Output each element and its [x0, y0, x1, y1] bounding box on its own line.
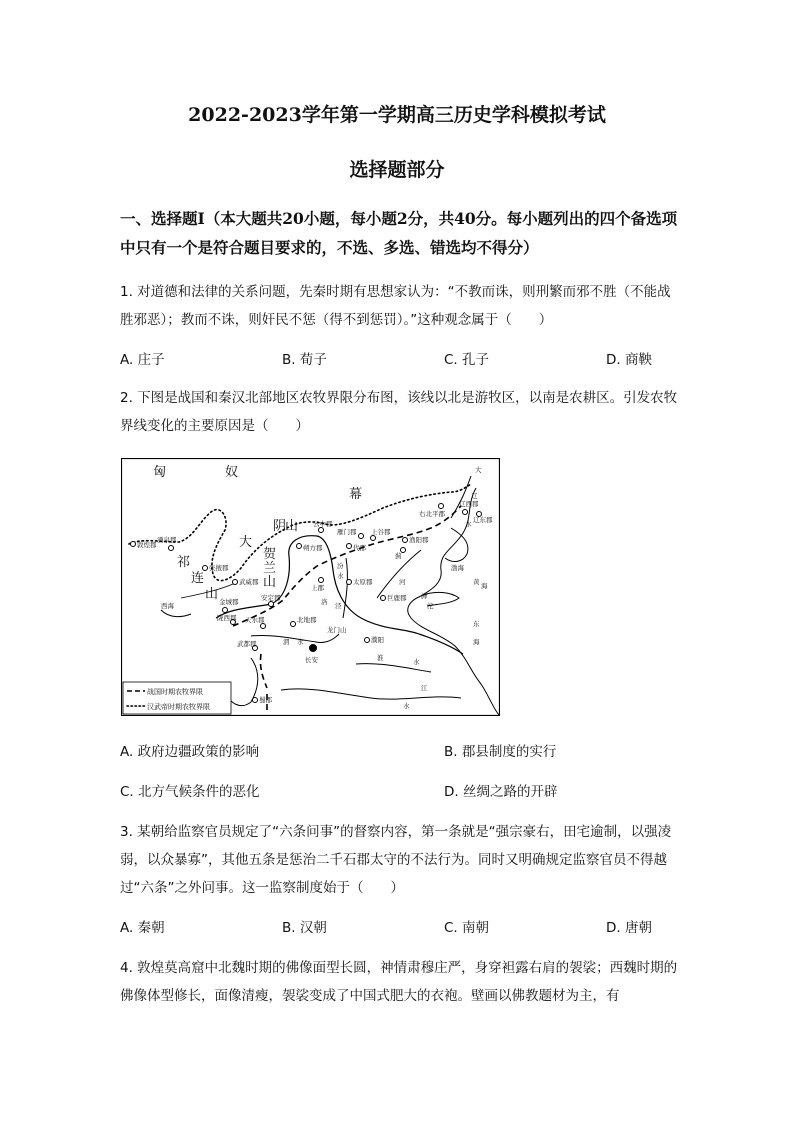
option-c[interactable]: C. 南朝 [444, 920, 490, 936]
label-daijun: 代郡 [353, 544, 366, 552]
question-1-stem: 1. 对道德和法律的关系问题，先秦时期有思想家认为：“不教而诛，则刑繁而邪不胜（不能战胜邪恶）；教而不诛，则奸民不惩（得不到惩罚）。”这种观念属于（ ） [120, 284, 671, 328]
label-youbeiping: 右北平郡 [419, 510, 445, 518]
label-tianshui: 天水郡 [245, 616, 265, 624]
label-jiang-1: 江 [421, 684, 428, 692]
city-beidi [291, 622, 296, 627]
option-d[interactable]: D. 唐朝 [606, 920, 652, 936]
label-hutuo-1: 滹 [421, 592, 428, 600]
question-2-options-row1 [120, 740, 680, 760]
label-jiang-2: 水 [403, 702, 410, 710]
city-changan [309, 644, 317, 652]
label-xiongnu-1: 匈 [153, 465, 167, 480]
label-donghai-2: 海 [473, 638, 480, 646]
label-wudu: 武都郡 [237, 640, 257, 648]
option-a[interactable]: A. 庄子 [120, 352, 165, 368]
label-puyang: 濮阳 [371, 636, 384, 644]
option-a[interactable]: A. 政府边疆政策的影响 [120, 744, 260, 760]
label-longmen: 龙门山 [327, 626, 347, 634]
label-dunhuang: 敦煌郡 [137, 541, 157, 549]
label-shu: 蜀郡 [259, 696, 272, 704]
label-huanghai-2: 海 [481, 582, 488, 590]
city-tianshui [261, 624, 266, 629]
option-c[interactable]: C. 北方气候条件的恶化 [120, 784, 260, 800]
city-liaoxi [463, 510, 468, 515]
city-youbeiping [439, 504, 444, 509]
question-2-options-row2 [120, 780, 680, 800]
label-jincheng: 金城郡 [219, 598, 239, 606]
map-figure [121, 458, 500, 716]
city-jiuquan [169, 546, 174, 551]
label-bohai: 渤海 [451, 564, 464, 572]
city-puyang [365, 638, 370, 643]
label-qilian-3: 山 [205, 587, 219, 602]
label-liaoxi: 辽西郡 [459, 500, 479, 508]
option-b[interactable]: B. 郡县制度的实行 [444, 744, 557, 760]
instructions: 一、选择题Ⅰ（本大题共20小题，每小题2分，共40分。每小题列出的四个备选项中只有一个是符合题目要求的，不选、多选、错选均不得分） [120, 209, 678, 257]
label-liao-1: 大 [475, 466, 482, 474]
label-fen-1: 汾 [337, 562, 344, 570]
city-dunhuang [131, 542, 136, 547]
label-anding: 安定郡 [261, 594, 281, 602]
label-liao-2: 辽 [471, 492, 478, 500]
label-julu: 巨鹿郡 [387, 594, 407, 602]
label-shanggu: 上谷郡 [371, 528, 391, 536]
option-d[interactable]: D. 丝绸之路的开辟 [444, 784, 558, 800]
label-shangjun: 上郡 [311, 584, 324, 592]
city-julu [381, 596, 386, 601]
label-yuyang: 渔阳郡 [409, 536, 429, 544]
legend-han-label: 汉武帝时期农牧界限 [147, 703, 210, 711]
city-shu [253, 698, 258, 703]
city-zhangye [203, 566, 208, 571]
label-xiongnu-2: 奴 [225, 465, 239, 480]
label-he: 河 [399, 578, 406, 586]
question-1-options [120, 348, 680, 368]
label-wei-shui: 水 [297, 638, 304, 646]
label-fen-2: 水 [337, 572, 344, 580]
map-legend [123, 682, 231, 714]
label-changan: 长安 [305, 656, 318, 664]
city-shuofang [297, 544, 302, 549]
city-shangjun [319, 578, 324, 583]
legend-warring-label: 战国时期农牧界限 [147, 688, 203, 696]
city-yunzhong [319, 528, 324, 533]
label-liao-3: 水 [465, 520, 472, 528]
city-yuyang [403, 538, 408, 543]
label-helan-2: 兰 [263, 561, 277, 576]
city-wuwei [233, 580, 238, 585]
label-huanghai-1: 黄 [473, 578, 480, 586]
label-beidi: 北地郡 [297, 616, 317, 624]
label-wuwei: 武威郡 [239, 578, 259, 586]
label-yinshan-2: 山 [285, 519, 299, 534]
label-yunzhong: 云中郡 [313, 520, 333, 528]
city-shanggu [371, 536, 376, 541]
option-b[interactable]: B. 荀子 [282, 352, 327, 368]
label-taiyuan: 太原郡 [353, 578, 373, 586]
city-anding [269, 602, 274, 607]
label-donghai-1: 东 [473, 620, 480, 628]
question-2-stem: 2. 下图是战国和秦汉北部地区农牧界限分布图，该线以北是游牧区，以南是农耕区。引发农牧界线变化的主要原因是（ ） [120, 390, 678, 434]
section-title: 选择题部分 [349, 159, 445, 181]
city-yanmen [359, 534, 364, 539]
label-da: 大 [239, 535, 253, 550]
label-mo: 幕 [349, 487, 363, 502]
label-yanmen: 雁门郡 [337, 528, 357, 536]
option-b[interactable]: B. 汉朝 [282, 920, 327, 936]
city-daijun [347, 544, 352, 549]
page-title: 2022-2023学年第一学期高三历史学科模拟考试 [188, 104, 606, 126]
label-jiuquan: 酒泉郡 [157, 536, 177, 544]
label-zhangye: 张掖郡 [209, 564, 229, 572]
option-d[interactable]: D. 商鞅 [606, 352, 652, 368]
label-huai-2: 水 [413, 658, 420, 666]
label-shuofang: 朔方郡 [303, 544, 323, 552]
label-luo: 洛 [321, 598, 328, 606]
label-qilian-1: 祁 [177, 555, 191, 570]
label-helan-1: 贺 [263, 547, 277, 562]
label-longxi: 陇西郡 [217, 614, 237, 622]
city-taiyuan [347, 580, 352, 585]
label-qilian-2: 连 [191, 571, 205, 586]
label-yinshan-1: 阴 [273, 519, 287, 534]
label-wei: 渭 [283, 638, 290, 646]
question-3-stem: 3. 某朝给监察官员规定了“六条问事”的督察内容，第一条就是“强宗豪右，田宅逾制，以强凌弱，以众暴寡”，其他五条是惩治二千石郡太守的不法行为。同时又明确规定监察官员不得越过“六条”之外问事。这一监察制度始于（ ） [120, 824, 672, 896]
label-liaodong: 辽东郡 [473, 516, 493, 524]
question-4-stem: 4. 敦煌莫高窟中北魏时期的佛像面型长圆，神情肃穆庄严，身穿袒露右肩的袈裟；西魏时期的佛像体型修长，面像清瘦，袈裟变成了中国式肥大的衣袍。壁画以佛教题材为主，有 [120, 960, 678, 1004]
label-helan-3: 山 [263, 575, 277, 590]
option-a[interactable]: A. 秦朝 [120, 920, 165, 936]
question-3-options [120, 916, 680, 936]
city-jincheng [223, 608, 228, 613]
label-ji: 蓟 [395, 552, 402, 560]
label-xihai: 西海 [161, 602, 174, 610]
label-jing: 泾 [335, 602, 342, 610]
label-huai-1: 淮 [377, 654, 384, 662]
label-hutuo-2: 沱 [427, 602, 434, 610]
option-c[interactable]: C. 孔子 [444, 352, 490, 368]
